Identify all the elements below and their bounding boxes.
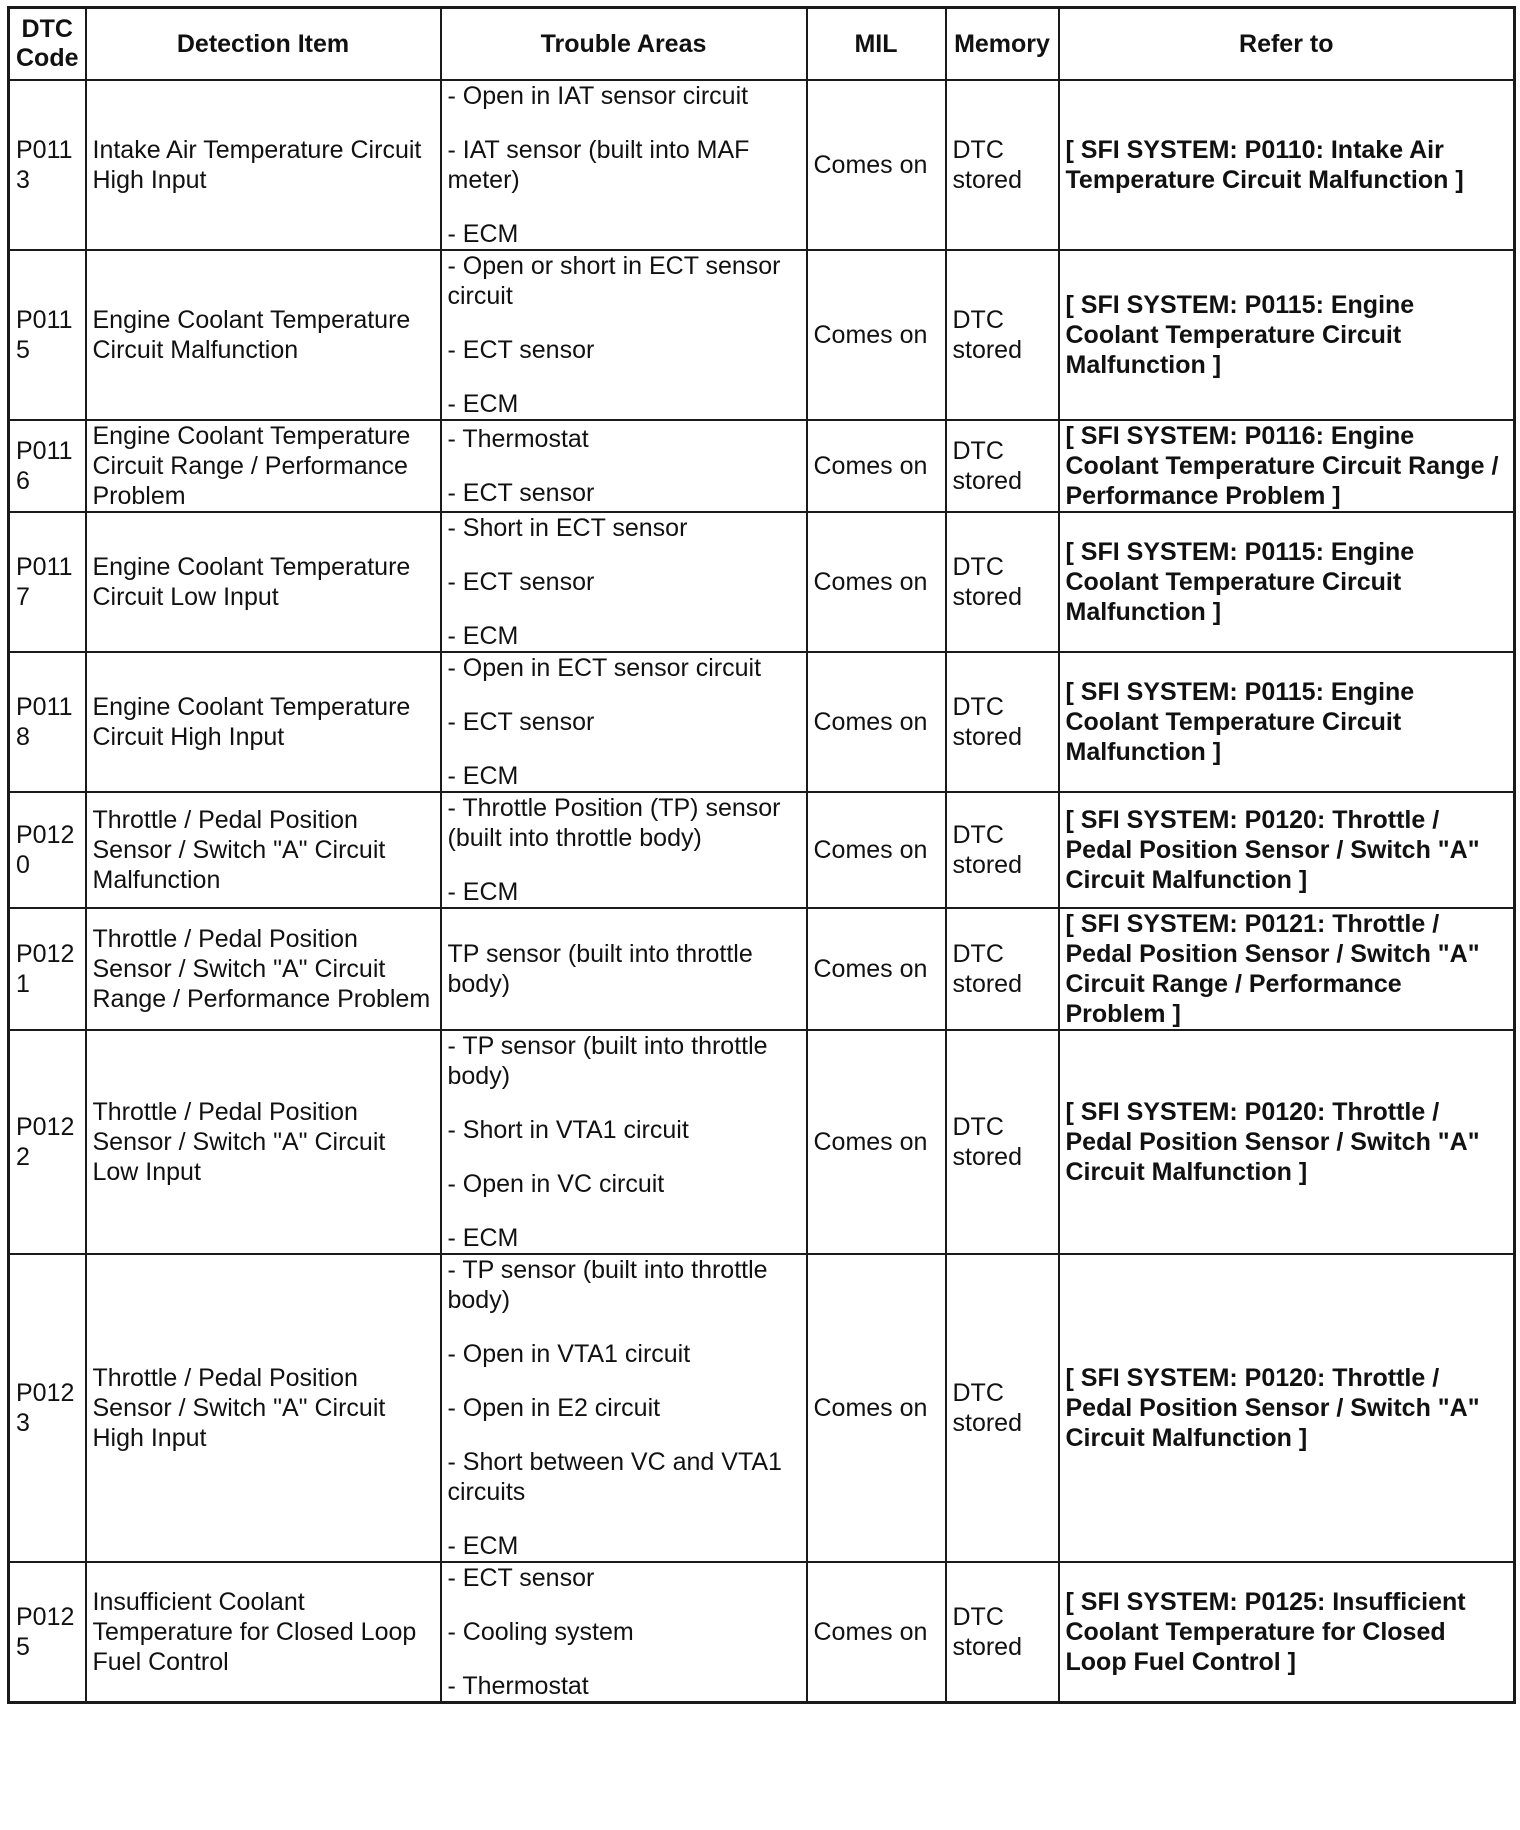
table-row (9, 792, 1515, 908)
refer-to-cell: [ SFI SYSTEM: P0115: Engine Coolant Temperature Circuit Malfunction ] (1059, 652, 1515, 792)
trouble-area-item: - Thermostat (447, 1672, 589, 1700)
trouble-area-item: - Cooling system (447, 1618, 634, 1646)
table-row (9, 250, 1515, 420)
trouble-areas-cell (441, 908, 807, 1030)
mil-cell: Comes on (807, 80, 946, 250)
header-refer-to: Refer to (1059, 8, 1515, 81)
refer-to-cell: [ SFI SYSTEM: P0120: Throttle / Pedal Position Sensor / Switch "A" Circuit Malfunction ] (1059, 1030, 1515, 1254)
table-row (9, 512, 1515, 652)
mil-cell: Comes on (807, 792, 946, 908)
refer-to-cell: [ SFI SYSTEM: P0110: Intake Air Temperature Circuit Malfunction ] (1059, 80, 1515, 250)
refer-to-cell: [ SFI SYSTEM: P0120: Throttle / Pedal Position Sensor / Switch "A" Circuit Malfunction ] (1059, 792, 1515, 908)
detection-item-cell: Engine Coolant Temperature Circuit Low Input (86, 512, 441, 652)
dtc-code-cell: P0120 (9, 792, 86, 908)
trouble-area-item: - Open in IAT sensor circuit (447, 82, 749, 110)
trouble-area-item: - IAT sensor (built into MAF meter) (447, 136, 750, 194)
header-detection-item: Detection Item (86, 8, 441, 81)
mil-cell: Comes on (807, 1562, 946, 1703)
mil-cell: Comes on (807, 250, 946, 420)
dtc-code-cell: P0115 (9, 250, 86, 420)
memory-cell: DTC stored (946, 420, 1059, 512)
refer-to-cell: [ SFI SYSTEM: P0125: Insufficient Coolant Temperature for Closed Loop Fuel Control ] (1059, 1562, 1515, 1703)
mil-cell: Comes on (807, 652, 946, 792)
trouble-areas-cell (441, 512, 807, 652)
table-row (9, 652, 1515, 792)
dtc-code-cell: P0121 (9, 908, 86, 1030)
dtc-code-cell: P0118 (9, 652, 86, 792)
trouble-areas-cell (441, 1254, 807, 1562)
detection-item-cell: Throttle / Pedal Position Sensor / Switch "A" Circuit Malfunction (86, 792, 441, 908)
dtc-code-cell: P0125 (9, 1562, 86, 1703)
mil-cell: Comes on (807, 420, 946, 512)
memory-cell: DTC stored (946, 1562, 1059, 1703)
trouble-area-item: - Open in E2 circuit (447, 1394, 661, 1422)
trouble-areas-cell (441, 250, 807, 420)
table-row (9, 1562, 1515, 1703)
trouble-area-item: - ECT sensor (447, 1564, 595, 1592)
table-row (9, 420, 1515, 512)
detection-item-cell: Engine Coolant Temperature Circuit High Input (86, 652, 441, 792)
mil-cell: Comes on (807, 908, 946, 1030)
refer-to-cell: [ SFI SYSTEM: P0115: Engine Coolant Temperature Circuit Malfunction ] (1059, 250, 1515, 420)
table-row (9, 80, 1515, 250)
trouble-area-item: - ECT sensor (447, 568, 595, 596)
refer-to-cell: [ SFI SYSTEM: P0121: Throttle / Pedal Position Sensor / Switch "A" Circuit Range / Performance Problem ] (1059, 908, 1515, 1030)
dtc-table-body (9, 80, 1515, 1703)
mil-cell: Comes on (807, 512, 946, 652)
trouble-area-item: - TP sensor (built into throttle body) (447, 1256, 768, 1314)
trouble-area-item: - ECM (447, 1532, 519, 1560)
trouble-area-item: - Open in VTA1 circuit (447, 1340, 691, 1368)
memory-cell: DTC stored (946, 908, 1059, 1030)
table-row (9, 1030, 1515, 1254)
memory-cell: DTC stored (946, 652, 1059, 792)
memory-cell: DTC stored (946, 792, 1059, 908)
refer-to-cell: [ SFI SYSTEM: P0115: Engine Coolant Temperature Circuit Malfunction ] (1059, 512, 1515, 652)
trouble-area-item: - Short in ECT sensor (447, 514, 688, 542)
table-row (9, 908, 1515, 1030)
mil-cell: Comes on (807, 1254, 946, 1562)
detection-item-cell: Engine Coolant Temperature Circuit Malfunction (86, 250, 441, 420)
detection-item-cell: Engine Coolant Temperature Circuit Range / Performance Problem (86, 420, 441, 512)
dtc-code-cell: P0122 (9, 1030, 86, 1254)
trouble-area-item: - Open or short in ECT sensor circuit (447, 252, 781, 310)
refer-to-cell: [ SFI SYSTEM: P0116: Engine Coolant Temperature Circuit Range / Performance Problem ] (1059, 420, 1515, 512)
trouble-area-item: - Open in VC circuit (447, 1170, 665, 1198)
dtc-table-wrapper (7, 6, 1513, 1704)
trouble-area-item: - Short between VC and VTA1 circuits (447, 1448, 782, 1506)
trouble-area-item: - Short in VTA1 circuit (447, 1116, 689, 1144)
table-row (9, 1254, 1515, 1562)
trouble-area-item: - ECM (447, 220, 519, 248)
trouble-area-item: - Thermostat (447, 425, 589, 453)
trouble-area-item: - ECM (447, 390, 519, 418)
header-row (9, 8, 1515, 81)
memory-cell: DTC stored (946, 1030, 1059, 1254)
trouble-area-item: - Open in ECT sensor circuit (447, 654, 762, 682)
detection-item-cell: Insufficient Coolant Temperature for Closed Loop Fuel Control (86, 1562, 441, 1703)
memory-cell: DTC stored (946, 1254, 1059, 1562)
dtc-code-cell: P0113 (9, 80, 86, 250)
trouble-area-item: - ECM (447, 878, 519, 906)
refer-to-cell: [ SFI SYSTEM: P0120: Throttle / Pedal Position Sensor / Switch "A" Circuit Malfunction ] (1059, 1254, 1515, 1562)
trouble-areas-cell (441, 420, 807, 512)
trouble-area-item: TP sensor (built into throttle body) (447, 940, 753, 998)
dtc-code-cell: P0116 (9, 420, 86, 512)
trouble-area-item: - ECM (447, 762, 519, 790)
trouble-area-item: - TP sensor (built into throttle body) (447, 1032, 768, 1090)
mil-cell: Comes on (807, 1030, 946, 1254)
trouble-area-item: - ECM (447, 1224, 519, 1252)
memory-cell: DTC stored (946, 512, 1059, 652)
trouble-area-item: - ECT sensor (447, 479, 595, 507)
header-trouble-areas: Trouble Areas (441, 8, 807, 81)
detection-item-cell: Throttle / Pedal Position Sensor / Switch "A" Circuit Low Input (86, 1030, 441, 1254)
trouble-areas-cell (441, 1030, 807, 1254)
dtc-code-cell: P0117 (9, 512, 86, 652)
memory-cell: DTC stored (946, 80, 1059, 250)
trouble-areas-cell (441, 652, 807, 792)
trouble-area-item: - Throttle Position (TP) sensor (built into throttle body) (447, 794, 781, 852)
header-mil: MIL (807, 8, 946, 81)
dtc-table (7, 6, 1516, 1704)
trouble-areas-cell (441, 792, 807, 908)
memory-cell: DTC stored (946, 250, 1059, 420)
detection-item-cell: Intake Air Temperature Circuit High Input (86, 80, 441, 250)
detection-item-cell: Throttle / Pedal Position Sensor / Switch "A" Circuit High Input (86, 1254, 441, 1562)
trouble-areas-cell (441, 80, 807, 250)
trouble-areas-cell (441, 1562, 807, 1703)
dtc-code-cell: P0123 (9, 1254, 86, 1562)
trouble-area-item: - ECT sensor (447, 336, 595, 364)
trouble-area-item: - ECM (447, 622, 519, 650)
detection-item-cell: Throttle / Pedal Position Sensor / Switch "A" Circuit Range / Performance Problem (86, 908, 441, 1030)
trouble-area-item: - ECT sensor (447, 708, 595, 736)
header-dtc-code: DTC Code (9, 8, 86, 81)
header-memory: Memory (946, 8, 1059, 81)
